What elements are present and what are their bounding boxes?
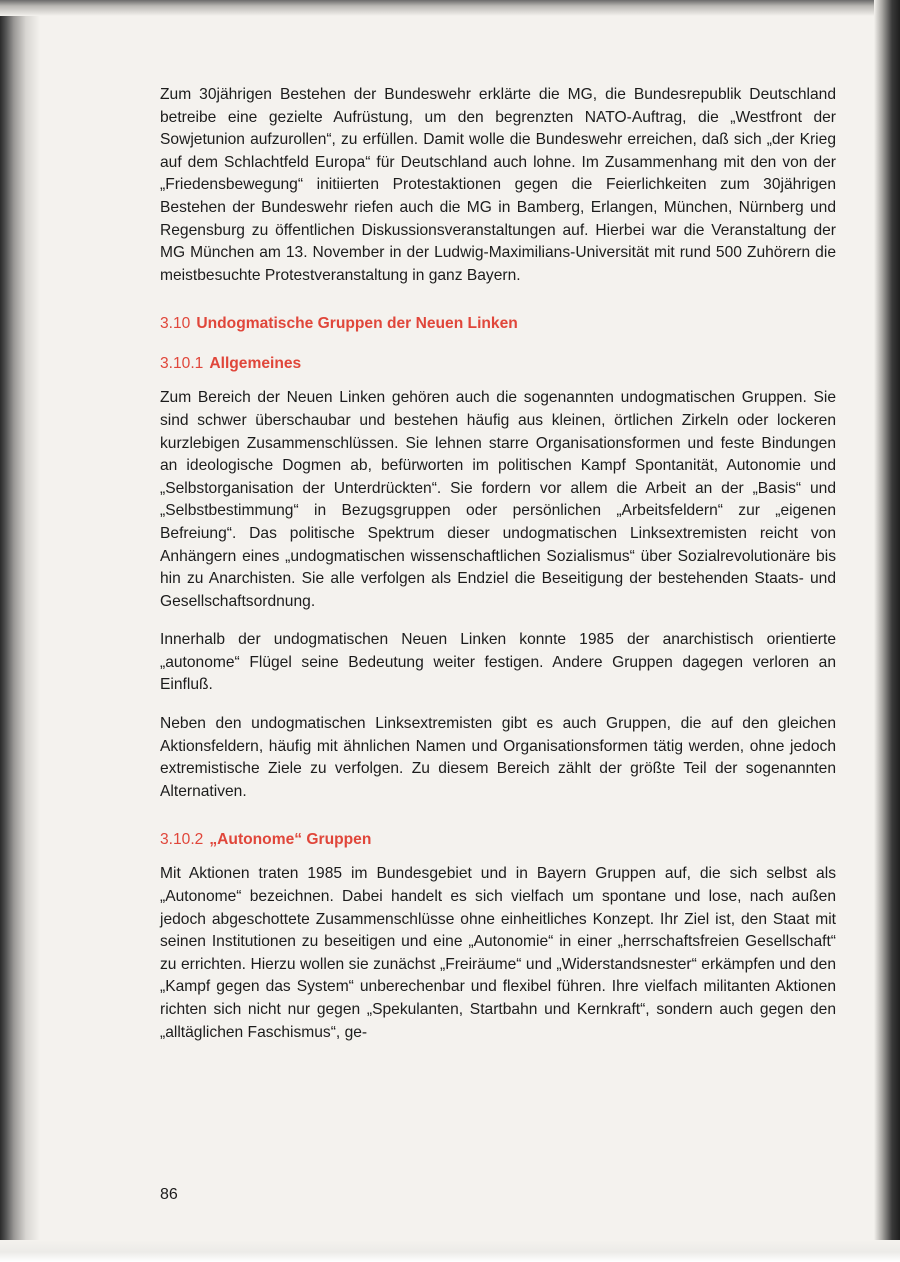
page-left-edge-shadow	[0, 0, 40, 1262]
paragraph-undogmatic-groups: Zum Bereich der Neuen Linken gehören auch die sogenannten undogmatischen Gruppen. Sie sind schwer überschaubar und bestehen häufig aus kleinen, örtlichen Zirkeln oder lockeren kurzlebigen Zusammenschlüssen. Sie lehnen starre Organisationsformen und feste Bindungen an ideologische Dogmen ab, befürworten im politischen Kampf Spontanität, Autonomie und „Selbstorganisation der Unterdrückten“. Sie fordern vor allem die Arbeit an der „Basis“ und „Selbstbestimmung“ in Bezugsgruppen oder persönlichen „Arbeitsfeldern“ zur „eigenen Befreiung“. Das politische Spektrum dieser undogmatischen Linksextremisten reicht von Anhängern eines „undogmatischen wissenschaftlichen Sozialismus“ über Sozialrevolutionäre bis hin zu Anarchisten. Sie alle verfolgen als Endziel die Beseitigung der bestehenden Staats- und Gesellschaftsordnung.	[160, 389, 836, 610]
heading-3-10-2	[160, 829, 836, 851]
heading-3-10-1-number: 3.10.1	[160, 355, 204, 373]
heading-3-10-number: 3.10	[160, 315, 191, 333]
paragraph-mg-bundeswehr: Zum 30jährigen Bestehen der Bundeswehr erklärte die MG, die Bundesrepublik Deutschland betreibe eine gezielte Aufrüstung, um den begrenzten NATO-Auftrag, die „Westfront der Sowjetunion aufzurollen“, zu erfüllen. Damit wolle die Bundeswehr erreichen, daß sich „der Krieg auf dem Schlachtfeld Europa“ für Deutschland auch lohne. Im Zusammenhang mit den von der „Friedensbewegung“ initiierten Protestaktionen gegen die Feierlichkeiten zum 30jährigen Bestehen der Bundeswehr riefen auch die MG in Bamberg, Erlangen, München, Nürnberg und Regensburg zu öffentlichen Diskussionsveranstaltungen auf. Hierbei war die Veranstaltung der MG München am 13. November in der Ludwig-Maximilians-Universität mit rund 500 Zuhörern die meistbesuchte Protestveranstaltung in ganz Bayern.	[160, 86, 836, 284]
page-top-edge-shadow	[0, 0, 900, 16]
page-right-edge-shadow	[874, 0, 900, 1262]
heading-3-10-1	[160, 353, 836, 375]
heading-3-10-2-number: 3.10.2	[160, 831, 204, 849]
heading-3-10	[160, 313, 836, 335]
heading-3-10-2-title: „Autonome“ Gruppen	[209, 831, 372, 849]
paragraph-anarchist-wing: Innerhalb der undogmatischen Neuen Linken konnte 1985 der anarchistisch orientierte „autonome“ Flügel seine Bedeutung weiter festigen. Andere Gruppen dagegen verloren an Einfluß.	[160, 631, 836, 694]
page-bottom-edge	[0, 1240, 900, 1262]
page-number: 86	[160, 1186, 178, 1203]
page-content	[160, 84, 836, 1060]
heading-3-10-title: Undogmatische Gruppen der Neuen Linken	[196, 315, 518, 333]
paragraph-alternatives: Neben den undogmatischen Linksextremisten gibt es auch Gruppen, die auf den gleichen Aktionsfeldern, häufig mit ähnlichen Namen und Organisationsformen tätig werden, ohne jedoch extremistische Ziele zu verfolgen. Zu diesem Bereich zählt der größte Teil der sogenannten Alternativen.	[160, 715, 836, 800]
paragraph-autonome: Mit Aktionen traten 1985 im Bundesgebiet und in Bayern Gruppen auf, die sich selbst als „Autonome“ bezeichnen. Dabei handelt es sich vielfach um spontane und lose, nach außen jedoch abgeschottete Zusammenschlüsse ohne einheitliches Konzept. Ihr Ziel ist, den Staat mit seinen Institutionen zu beseitigen und eine „Autonomie“ in einer „herrschaftsfreien Gesellschaft“ zu errichten. Hierzu wollen sie zunächst „Freiräume“ und „Widerstandsnester“ erkämpfen und den „Kampf gegen das System“ unberechenbar und flexibel führen. Ihre vielfach militanten Aktionen richten sich nicht nur gegen „Spekulanten, Startbahn und Kernkraft“, sondern auch gegen den „alltäglichen Faschismus“, ge-	[160, 865, 836, 1041]
heading-3-10-1-title: Allgemeines	[209, 355, 302, 373]
